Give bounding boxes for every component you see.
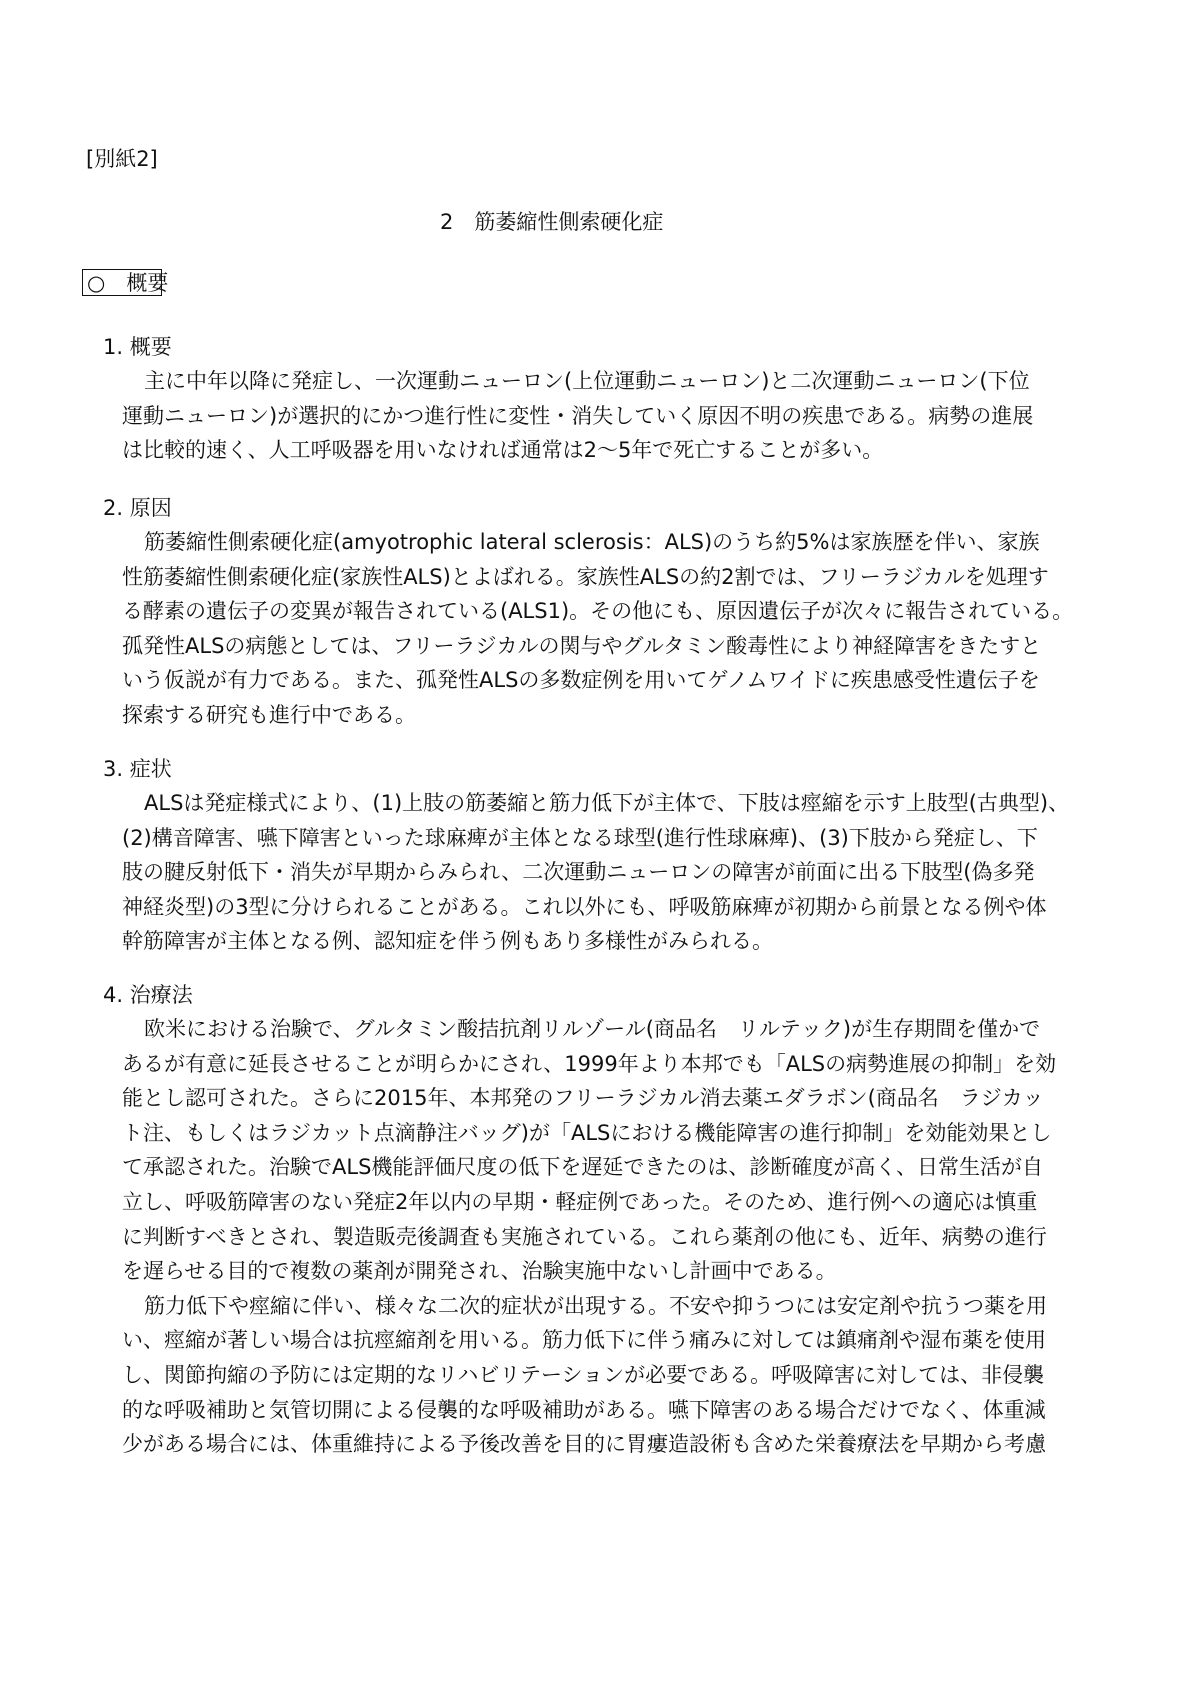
section-cause — [103, 491, 1074, 733]
attachment-label: [別紙2] — [86, 147, 158, 171]
section-treatment — [103, 978, 1057, 1462]
text-line: 能とし認可された。さらに2015年、本邦発のフリーラジカル消去薬エダラボン(商品名 ラジカッ — [122, 1086, 1044, 1111]
section-overview — [103, 330, 1034, 468]
section-heading: 1. 概要 — [103, 335, 172, 359]
text-line: 的な呼吸補助と気管切開による侵襲的な呼吸補助がある。嚥下障害のある場合だけでなく、体重減 — [122, 1397, 1046, 1422]
text-line: 孤発性ALSの病態としては、フリーラジカルの関与やグルタミン酸毒性により神経障害をきたすと — [122, 633, 1042, 658]
text-line: に判断すべきとされ、製造販売後調査も実施されている。これら薬剤の他にも、近年、病勢の進行 — [122, 1224, 1047, 1249]
text-line: し、関節拘縮の予防には定期的なリハビリテーションが必要である。呼吸障害に対しては、非侵襲 — [122, 1362, 1045, 1387]
text-line: 性筋萎縮性側索硬化症(家族性ALS)とよばれる。家族性ALSの約2割では、フリーラジカルを処理す — [122, 564, 1049, 589]
text-line: 少がある場合には、体重維持による予後改善を目的に胃瘻造設術も含めた栄養療法を早期から考慮 — [122, 1432, 1046, 1457]
text-line: (2)構音障害、嚥下障害といった球麻痺が主体となる球型(進行性球麻痺)、(3)下肢から発症し、下 — [122, 825, 1038, 850]
text-line: 主に中年以降に発症し、一次運動ニューロン(上位運動ニューロン)と二次運動ニューロン(下位 — [144, 369, 1030, 393]
text-line: ALSは発症様式により、(1)上肢の筋萎縮と筋力低下が主体で、下肢は痙縮を示す上肢型(古典型)、 — [144, 791, 1070, 815]
section-heading: 3. 症状 — [103, 757, 172, 781]
text-line: あるが有意に延長させることが明らかにされ、1999年より本邦でも「ALSの病勢進展の抑制」を効 — [122, 1051, 1057, 1076]
text-line: 肢の腱反射低下・消失が早期からみられ、二次運動ニューロンの障害が前面に出る下肢型(偽多発 — [122, 860, 1035, 885]
text-line: いう仮説が有力である。また、孤発性ALSの多数症例を用いてゲノムワイドに疾患感受性遺伝子を — [122, 668, 1040, 693]
section-heading: 4. 治療法 — [103, 983, 193, 1007]
text-line: ト注、もしくはラジカット点滴静注バッグ)が「ALSにおける機能障害の進行抑制」を効能効果とし — [122, 1120, 1052, 1145]
text-line: 筋力低下や痙縮に伴い、様々な二次的症状が出現する。不安や抑うつには安定剤や抗うつ薬を用 — [144, 1293, 1047, 1318]
text-line: 神経炎型)の3型に分けられることがある。これ以外にも、呼吸筋麻痺が初期から前景となる例や体 — [122, 894, 1047, 919]
paragraph — [122, 364, 1034, 468]
text-line: 筋萎縮性側索硬化症(amyotrophic lateral sclerosis：ALS)のうち約5%は家族歴を伴い、家族 — [144, 530, 1040, 554]
overview-section-box: ○ 概要 — [82, 269, 162, 296]
text-line: 幹筋障害が主体となる例、認知症を伴う例もあり多様性がみられる。 — [122, 929, 773, 954]
text-line: 立し、呼吸筋障害のない発症2年以内の早期・軽症例であった。そのため、進行例への適応は慎重 — [122, 1189, 1038, 1214]
text-line: い、痙縮が著しい場合は抗痙縮剤を用いる。筋力低下に伴う痛みに対しては鎮痛剤や湿布薬を使用 — [122, 1328, 1046, 1353]
text-line: る酵素の遺伝子の変異が報告されている(ALS1)。その他にも、原因遺伝子が次々に報告されている。 — [122, 599, 1074, 624]
paragraph — [122, 1289, 1047, 1462]
text-line: て承認された。治験でALS機能評価尺度の低下を遅延できたのは、診断確度が高く、日常生活が自 — [122, 1155, 1043, 1180]
paragraph — [122, 525, 1074, 733]
text-line: は比較的速く、人工呼吸器を用いなければ通常は2～5年で死亡することが多い。 — [122, 438, 884, 463]
text-line: を遅らせる目的で複数の薬剤が開発され、治験実施中ないし計画中である。 — [122, 1259, 837, 1284]
section-symptoms — [103, 752, 1070, 959]
paragraph — [122, 786, 1070, 959]
document-title: 2 筋萎縮性側索硬化症 — [440, 210, 664, 234]
text-line: 探索する研究も進行中である。 — [122, 702, 416, 727]
section-heading: 2. 原因 — [103, 496, 172, 520]
text-line: 欧米における治験で、グルタミン酸拮抗剤リルゾール(商品名 リルテック)が生存期間を僅かで — [144, 1017, 1041, 1041]
paragraph — [122, 1012, 1057, 1289]
text-line: 運動ニューロン)が選択的にかつ進行性に変性・消失していく原因不明の疾患である。病勢の進展 — [122, 403, 1034, 428]
